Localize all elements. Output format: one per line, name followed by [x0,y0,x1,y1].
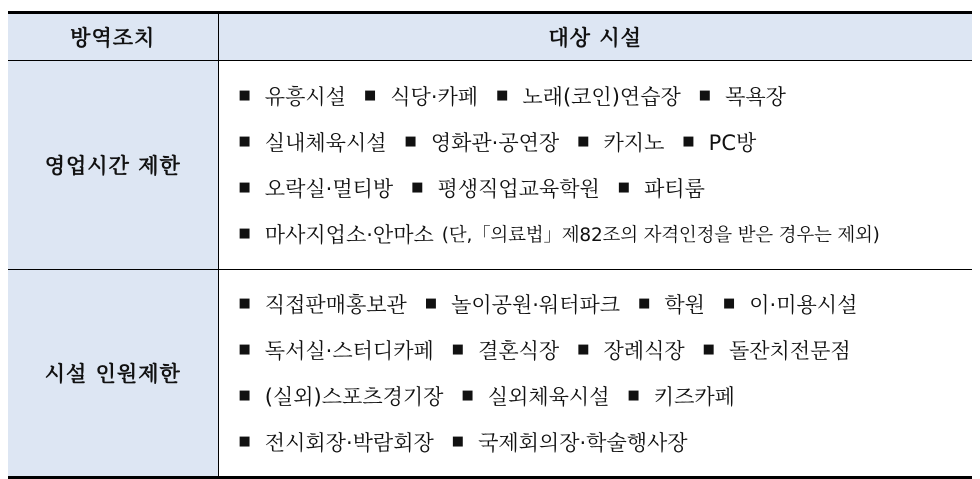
facility-label: 직접판매홍보관 [264,293,407,317]
facility-label: 놀이공원·워터파크 [451,293,621,317]
facility-label: 평생직업교육학원 [437,177,600,201]
facility-item [618,173,705,203]
bullet-icon: ■ [638,295,651,311]
facility-item [699,81,786,111]
facility-item [364,81,478,111]
facility-label: 돌잔치전문점 [728,339,851,363]
bullet-icon: ■ [238,341,251,357]
facility-label: (실외)스포츠경기장 [264,385,444,409]
bullet-icon: ■ [238,179,251,195]
facility-list-capacity-limit [218,270,972,478]
header-facilities: 대상 시설 [218,13,972,61]
facility-label: 전시회장·박람회장 [264,431,434,455]
facility-item [239,289,407,319]
measure-capacity-limit: 시설 인원제한 [8,270,218,478]
facility-line [239,211,973,257]
facility-line [239,119,973,165]
bullet-icon: ■ [496,87,509,103]
bullet-icon: ■ [238,87,251,103]
facility-line [239,327,973,373]
facility-label: 결혼식장 [478,339,560,363]
facility-line [239,281,973,327]
bullet-icon: ■ [404,133,417,149]
facility-item [452,427,688,457]
bullet-icon: ■ [238,225,251,241]
bullet-icon: ■ [617,179,631,195]
facility-label: 마사지업소·안마소 [264,223,434,247]
facility-label: 이·미용시설 [749,293,858,317]
facility-label: 오락실·멀티방 [264,177,394,201]
header-measure: 방역조치 [8,13,218,61]
exception-note: (단,「의료법」제82조의 자격인정을 받은 경우는 제외) [441,225,880,246]
facility-line [239,419,973,465]
facility-item [239,335,434,365]
facility-item [638,289,705,319]
facility-label: 독서실·스터디카페 [264,339,434,363]
bullet-icon: ■ [577,133,590,149]
facility-item [239,173,394,203]
bullet-icon: ■ [238,387,251,403]
bullet-icon: ■ [238,295,251,311]
bullet-icon: ■ [238,433,251,449]
facility-line [239,73,973,119]
facility-label: 카지노 [603,131,665,155]
measure-business-hours: 영업시간 제한 [8,61,218,270]
table-header-row [8,13,972,61]
bullet-icon: ■ [698,87,712,103]
facility-item [452,335,559,365]
facility-label: PC방 [708,131,757,155]
facility-label: 국제회의장·학술행사장 [478,431,688,455]
facility-item [461,381,609,411]
facility-item [682,127,756,157]
bullet-icon: ■ [411,179,424,195]
quarantine-measures-table [8,11,972,479]
facility-label: 장례식장 [603,339,685,363]
table-row-capacity-limit [8,270,972,478]
bullet-icon: ■ [722,295,736,311]
facility-item [239,381,444,411]
facility-label: 학원 [664,293,705,317]
facility-item [405,127,560,157]
facility-item [425,289,620,319]
facility-item [239,427,434,457]
bullet-icon: ■ [238,133,251,149]
facility-label: 목욕장 [725,85,786,109]
facility-item [239,81,346,111]
facility-label: 유흥시설 [264,85,346,109]
facility-item [411,173,600,203]
facility-label: 실내체육시설 [264,131,387,155]
bullet-icon: ■ [451,341,465,357]
facility-item [723,289,857,319]
bullet-icon: ■ [424,295,438,311]
bullet-icon: ■ [451,433,465,449]
bullet-icon: ■ [363,87,377,103]
facility-label: 키즈카페 [653,385,735,409]
facility-label: 파티룸 [644,177,705,201]
facility-item [577,127,664,157]
table-row-business-hours [8,61,972,270]
bullet-icon: ■ [577,341,590,357]
facility-label: 실외체육시설 [487,385,610,409]
facility-item [628,381,735,411]
bullet-icon: ■ [702,341,715,357]
facility-item [703,335,851,365]
facility-line [239,165,973,211]
facility-item [577,335,684,365]
facility-item [496,81,681,111]
facility-line [239,373,973,419]
bullet-icon: ■ [461,387,474,403]
facility-label: 식당·카페 [390,85,479,109]
facility-label: 노래(코인)연습장 [522,85,681,109]
facility-item [239,219,880,249]
facility-item [239,127,387,157]
bullet-icon: ■ [627,387,640,403]
bullet-icon: ■ [682,133,695,149]
facility-list-business-hours [218,61,972,270]
facility-label: 영화관·공연장 [430,131,560,155]
